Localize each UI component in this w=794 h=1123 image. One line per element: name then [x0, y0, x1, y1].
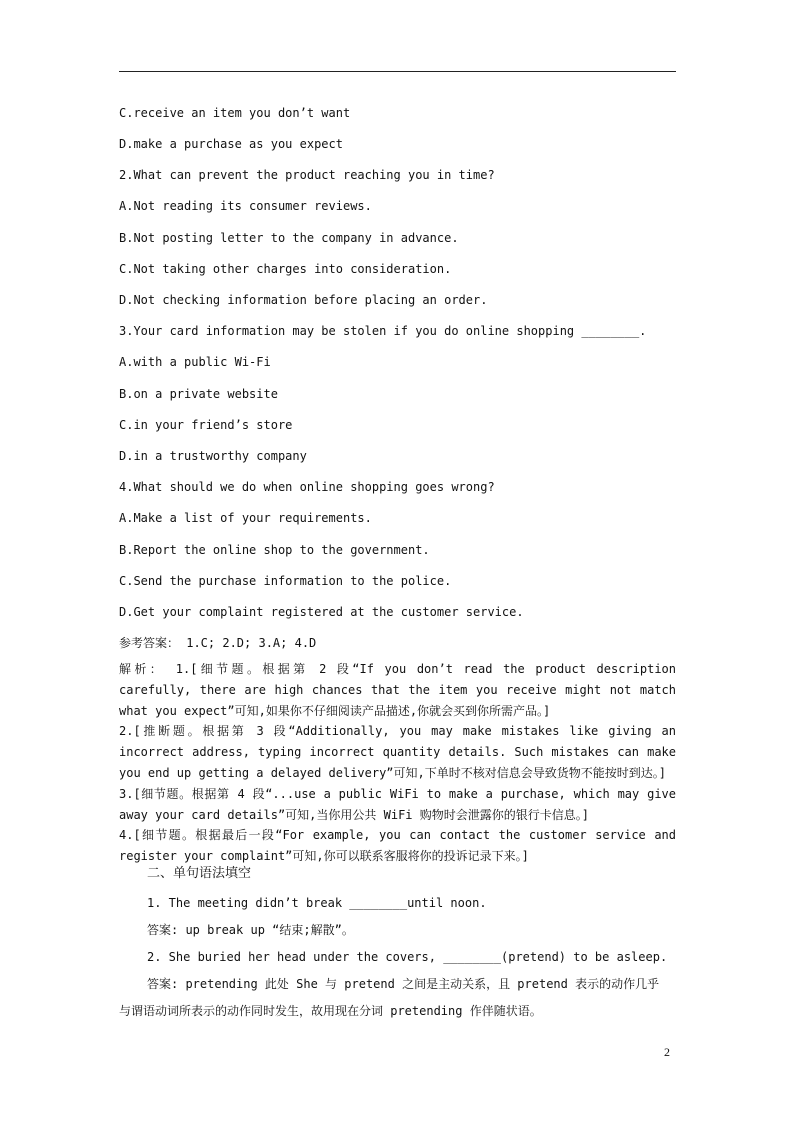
q4-option-a: A.Make a list of your requirements. [119, 511, 372, 525]
q4-question: 4.What should we do when online shopping goes wrong? [119, 480, 495, 494]
q2-option-d: D.Not checking information before placing an order. [119, 293, 488, 307]
s2-answer-2-line2: 与谓语动词所表示的动作同时发生，故用现在分词 pretending 作伴随状语。 [119, 1004, 542, 1018]
q4-option-b: B.Report the online shop to the government. [119, 543, 430, 557]
q3-option-c: C.in your friend’s store [119, 418, 293, 432]
page-number: 2 [664, 1045, 670, 1059]
q3-option-b: B.on a private website [119, 387, 278, 401]
explanation-block [119, 659, 676, 867]
explanation-2: 2.[推断题。根据第 3 段“Additionally, you may make mistakes like giving an incorrect address, typing incorrect quantity details. Such mistakes can make you end up getting a delayed delivery”可知,下单时不核对信息会导致货物不能按时到达。] [119, 724, 676, 780]
answer-key: 参考答案： 1.C; 2.D; 3.A; 4.D [119, 636, 317, 650]
q4-option-d: D.Get your complaint registered at the customer service. [119, 605, 524, 619]
q2-question: 2.What can prevent the product reaching you in time? [119, 168, 495, 182]
explanation-1: 解析： 1.[细节题。根据第 2 段“If you don’t read the product description carefully, there are high chances that the item you receive might not match what you expect”可知,如果你不仔细阅读产品描述,你就会买到你所需产品。] [119, 662, 676, 718]
s2-question-2: 2. She buried her head under the covers, ________(pretend) to be asleep. [147, 950, 668, 964]
header-rule [119, 71, 676, 72]
q2-option-b: B.Not posting letter to the company in advance. [119, 231, 459, 245]
s2-answer-1: 答案: up break up “结束;解散”。 [147, 923, 354, 937]
section2-heading: 二、单句语法填空 [147, 866, 252, 881]
q3-option-d: D.in a trustworthy company [119, 449, 307, 463]
s2-question-1: 1. The meeting didn’t break ________until noon. [147, 896, 487, 910]
q1-option-d: D.make a purchase as you expect [119, 137, 343, 151]
q4-option-c: C.Send the purchase information to the police. [119, 574, 452, 588]
q1-option-c: C.receive an item you don’t want [119, 106, 351, 120]
explanation-3: 3.[细节题。根据第 4 段“...use a public WiFi to make a purchase, which may give away your card details”可知,当你用公共 WiFi 购物时会泄露你的银行卡信息。] [119, 786, 676, 822]
s2-answer-2-line1: 答案: pretending 此处 She 与 pretend 之间是主动关系，且 pretend 表示的动作几乎 [147, 977, 660, 991]
q3-option-a: A.with a public Wi-Fi [119, 355, 271, 369]
q3-question: 3.Your card information may be stolen if you do online shopping ________. [119, 324, 647, 338]
explanation-4: 4.[细节题。根据最后一段“For example, you can contact the customer service and register your complaint”可知,你可以联系客服将你的投诉记录下来。] [119, 828, 676, 864]
q2-option-c: C.Not taking other charges into consideration. [119, 262, 452, 276]
q2-option-a: A.Not reading its consumer reviews. [119, 199, 372, 213]
